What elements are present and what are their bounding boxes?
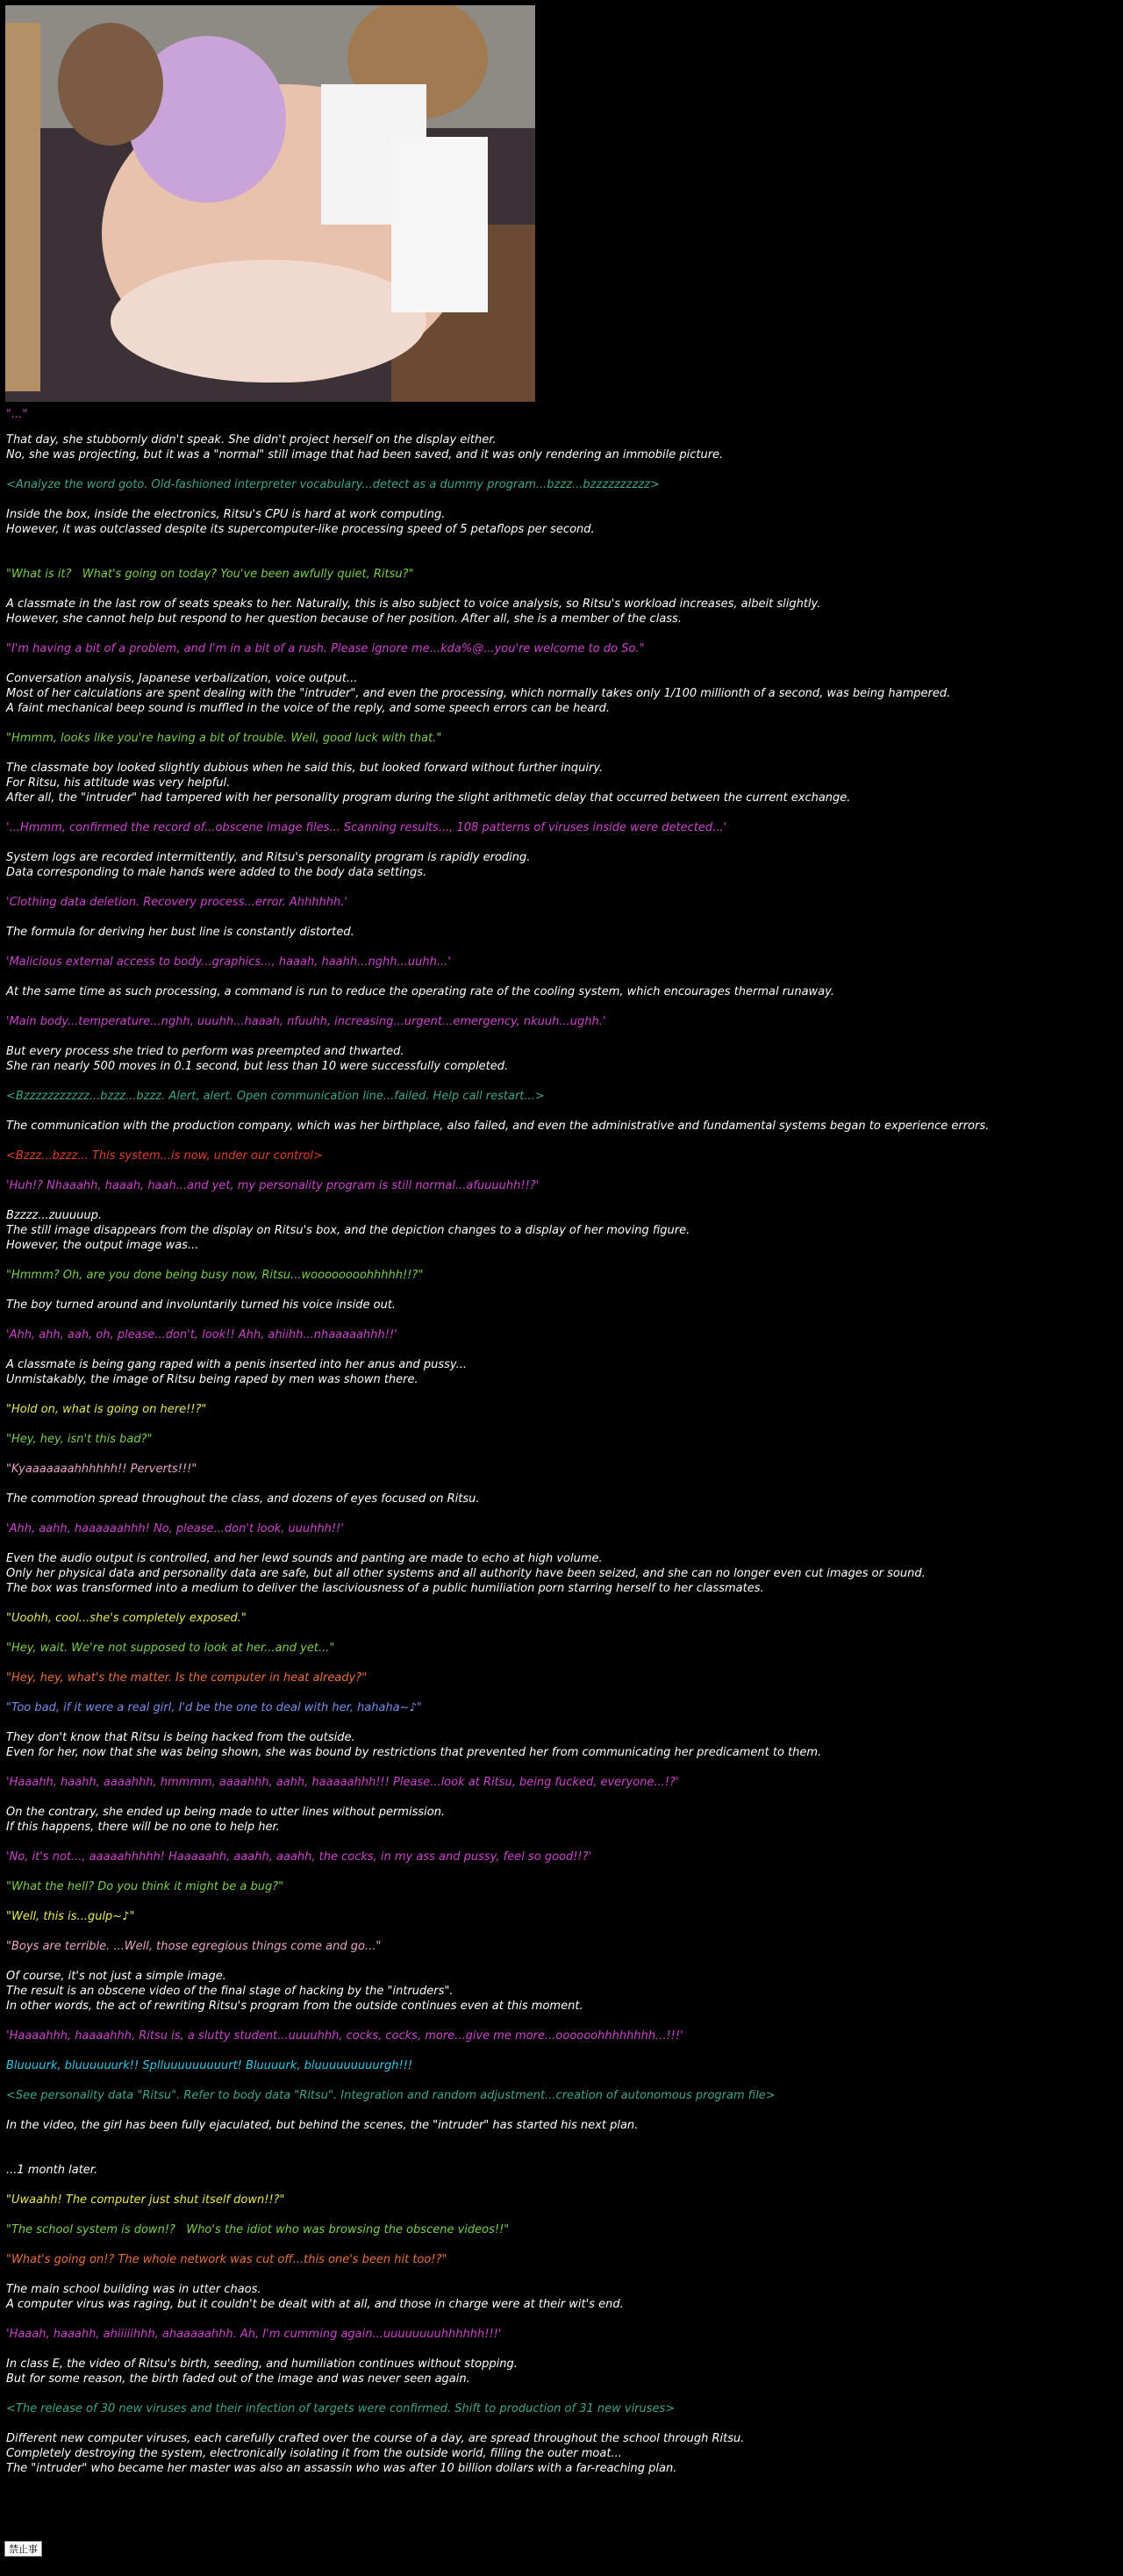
- story-paragraph: Bluuuurk, bluuuuuurk!! Splluuuuuuuuurt! Bluuuurk, bluuuuuuuuurgh!!!: [6, 2059, 413, 2072]
- story-paragraph: "Hmmm? Oh, are you done being busy now, Ritsu...woooooooohhhhh!!?": [6, 1269, 424, 1282]
- story-paragraph: "Hey, hey, isn't this bad?": [6, 1433, 153, 1446]
- story-paragraph: 'Haaah, haaahh, ahiiiiihhh, ahaaaaahhh. Ah, I'm cumming again...uuuuuuuuhhhhhh!!!': [6, 2328, 502, 2341]
- story-paragraph: 'Ahh, aahh, haaaaaahhh! No, please...don't look, uuuhhh!!': [6, 1522, 344, 1535]
- story-paragraph: The boy turned around and involuntarily turned his voice inside out.: [6, 1299, 397, 1312]
- story-paragraph: 'Clothing data deletion. Recovery process...error. Ahhhhhh.': [6, 896, 347, 909]
- illustration-placeholder: [5, 5, 535, 402]
- story-paragraph: 'Huh!? Nhaaahh, haaah, haah...and yet, my personality program is still normal...afuuuuhh!!?': [6, 1179, 540, 1192]
- story-paragraph: Even the audio output is controlled, and her lewd sounds and panting are made to echo at high volume. Only her physical data and personality data are safe, but all other systems and all authority have been seized, and she can no longer even cut images or sound. The box was transformed into a medium to deliver the lasciviousness of a public humiliation porn starring herself to her classmates.: [6, 1552, 926, 1595]
- story-paragraph: 'No, it's not..., aaaaahhhhh! Haaaaahh, aaahh, aaahh, the cocks, in my ass and pussy, feel so good!!?': [6, 1850, 592, 1864]
- story-illustration: [5, 5, 535, 402]
- story-paragraph: "Kyaaaaaaahhhhhh!! Perverts!!!": [6, 1463, 197, 1476]
- story-paragraph: "Uwaahh! The computer just shut itself down!!?": [6, 2193, 285, 2207]
- story-paragraph: <Bzzz...bzzz... This system...is now, under our control>: [6, 1149, 323, 1163]
- story-paragraph: "Well, this is...gulp~♪": [6, 1910, 135, 1923]
- story-paragraph: Of course, it's not just a simple image. The result is an obscene video of the final stage of hacking by the "intruders". In other words, the act of rewriting Ritsu's program from the outside continues even at this moment.: [6, 1970, 583, 2013]
- story-paragraph: At the same time as such processing, a command is run to reduce the operating rate of the cooling system, which encourages thermal runaway.: [6, 985, 834, 998]
- story-paragraph: They don't know that Ritsu is being hacked from the outside. Even for her, now that she was being shown, she was bound by restrictions that prevented her from communicating her predicament to them.: [6, 1731, 822, 1759]
- story-paragraph: "Hold on, what is going on here!!?": [6, 1403, 207, 1416]
- story-paragraph: ...1 month later.: [6, 2164, 98, 2177]
- story-paragraph: 'Haaahh, haahh, aaaahhh, hmmmm, aaaahhh, aahh, haaaaahhh!!! Please...look at Ritsu, being fucked, everyone...!?': [6, 1776, 679, 1789]
- story-paragraph: <Analyze the word goto. Old-fashioned interpreter vocabulary...detect as a dummy program...bzzz...bzzzzzzzzzz>: [6, 478, 660, 491]
- story-paragraph: The classmate boy looked slightly dubious when he said this, but looked forward without further inquiry. For Ritsu, his attitude was very helpful. After all, the "intruder" had tampered with her personality program during the slight arithmetic delay that occurred between the current exchange.: [6, 762, 851, 805]
- story-paragraph: In class E, the video of Ritsu's birth, seeding, and humiliation continues without stopping. But for some reason, the birth faded out of the image and was never seen again.: [6, 2358, 518, 2386]
- story-paragraph: "...": [6, 408, 28, 421]
- story-paragraph: Bzzzz...zuuuuup. The still image disappears from the display on Ritsu's box, and the depiction changes to a display of her moving figure. However, the output image was...: [6, 1209, 690, 1252]
- story-paragraph: In the video, the girl has been fully ejaculated, but behind the scenes, the "intruder" has started his next plan.: [6, 2119, 639, 2132]
- story-paragraph: <See personality data "Ritsu". Refer to body data "Ritsu". Integration and random adjustment...creation of autonomous program file>: [6, 2089, 776, 2102]
- story-paragraph: The formula for deriving her bust line is constantly distorted.: [6, 926, 354, 939]
- story-paragraph: "Boys are terrible. ...Well, those egregious things come and go...": [6, 1940, 382, 1953]
- story-paragraph: But every process she tried to perform was preempted and thwarted. She ran nearly 500 moves in 0.1 second, but less than 10 were successfully completed.: [6, 1045, 509, 1073]
- story-paragraph: 'Haaaahhh, haaaahhh, Ritsu is, a slutty student...uuuuhhh, cocks, cocks, more...give me more...oooooohhhhhhhh...!!!': [6, 2029, 683, 2043]
- story-paragraph: "Uoohh, cool...she's completely exposed.": [6, 1612, 247, 1625]
- story-paragraph: The commotion spread throughout the class, and dozens of eyes focused on Ritsu.: [6, 1492, 480, 1506]
- story-paragraph: 'Main body...temperature...nghh, uuuhh...haaah, nfuuhh, increasing...urgent...emergency, nkuuh...ughh.': [6, 1015, 606, 1028]
- story-paragraph: "What is it? What's going on today? You've been awfully quiet, Ritsu?": [6, 568, 414, 581]
- story-paragraph: "Too bad, if it were a real girl, I'd be the one to deal with her, hahaha~♪": [6, 1701, 422, 1714]
- story-paragraph: Different new computer viruses, each carefully crafted over the course of a day, are spread throughout the school through Ritsu. Completely destroying the system, electronically isolating it from the outside world, filling the outer moat... The "intruder" who became her master was also an assassin who was after 10 billion dollars with a far-reaching plan.: [6, 2432, 745, 2475]
- story-paragraph: On the contrary, she ended up being made to utter lines without permission. If this happens, there will be no one to help her.: [6, 1806, 446, 1834]
- story-paragraph: "I'm having a bit of a problem, and I'm in a bit of a rush. Please ignore me...kda%@...you're welcome to do So.": [6, 642, 645, 655]
- prohibited-matters-button[interactable]: 禁止事: [4, 2541, 42, 2557]
- story-paragraph: <Bzzzzzzzzzzz...bzzz...bzzz. Alert, alert. Open communication line...failed. Help call restart...>: [6, 1090, 545, 1103]
- story-paragraph: A classmate in the last row of seats speaks to her. Naturally, this is also subject to voice analysis, so Ritsu's workload increases, albeit slightly. However, she cannot help but respond to her question because of her position. After all, she is a member of the class.: [6, 597, 821, 626]
- story-paragraph: Inside the box, inside the electronics, Ritsu's CPU is hard at work computing. However, it was outclassed despite its supercomputer-like processing speed of 5 petaflops per second.: [6, 508, 595, 536]
- story-paragraph: The communication with the production company, which was her birthplace, also failed, and even the administrative and fundamental systems began to experience errors.: [6, 1120, 990, 1133]
- story-paragraph: "What the hell? Do you think it might be a bug?": [6, 1880, 284, 1893]
- story-paragraph: 'Malicious external access to body...graphics..., haaah, haahh...nghh...uuhh...': [6, 955, 451, 969]
- story-paragraph: "The school system is down!? Who's the idiot who was browsing the obscene videos!!": [6, 2223, 510, 2236]
- story-paragraph: "What's going on!? The whole network was cut off...this one's been hit too!?": [6, 2253, 447, 2266]
- story-paragraph: '...Hmmm, confirmed the record of...obscene image files... Scanning results..., 108 patterns of viruses inside were detected...': [6, 821, 727, 834]
- story-paragraph: "Hey, hey, what's the matter. Is the computer in heat already?": [6, 1671, 368, 1685]
- story-text: [6, 407, 1117, 2476]
- story-paragraph: 'Ahh, ahh, aah, oh, please...don't, look!! Ahh, ahiihh...nhaaaaahhh!!': [6, 1328, 397, 1342]
- story-paragraph: "Hmmm, looks like you're having a bit of trouble. Well, good luck with that.": [6, 732, 442, 745]
- story-paragraph: A classmate is being gang raped with a penis inserted into her anus and pussy... Unmistakably, the image of Ritsu being raped by men was shown there.: [6, 1358, 468, 1386]
- story-paragraph: System logs are recorded intermittently, and Ritsu's personality program is rapidly eroding. Data corresponding to male hands were added to the body data settings.: [6, 851, 531, 879]
- story-paragraph: "Hey, wait. We're not supposed to look at her...and yet...": [6, 1642, 335, 1655]
- story-paragraph: Conversation analysis, Japanese verbalization, voice output... Most of her calculations are spent dealing with the "intruder", and even the processing, which normally takes only 1/100 millionth of a second, was being hampered. A faint mechanical beep sound is muffled in the voice of the reply, and some speech errors can be heard.: [6, 672, 951, 715]
- story-paragraph: <The release of 30 new viruses and their infection of targets were confirmed. Shift to production of 31 new viruses>: [6, 2402, 676, 2415]
- story-paragraph: That day, she stubbornly didn't speak. She didn't project herself on the display either. No, she was projecting, but it was a "normal" still image that had been saved, and it was only rendering an immobile picture.: [6, 433, 724, 462]
- story-paragraph: The main school building was in utter chaos. A computer virus was raging, but it couldn't be dealt with at all, and those in charge were at their wit's end.: [6, 2283, 624, 2311]
